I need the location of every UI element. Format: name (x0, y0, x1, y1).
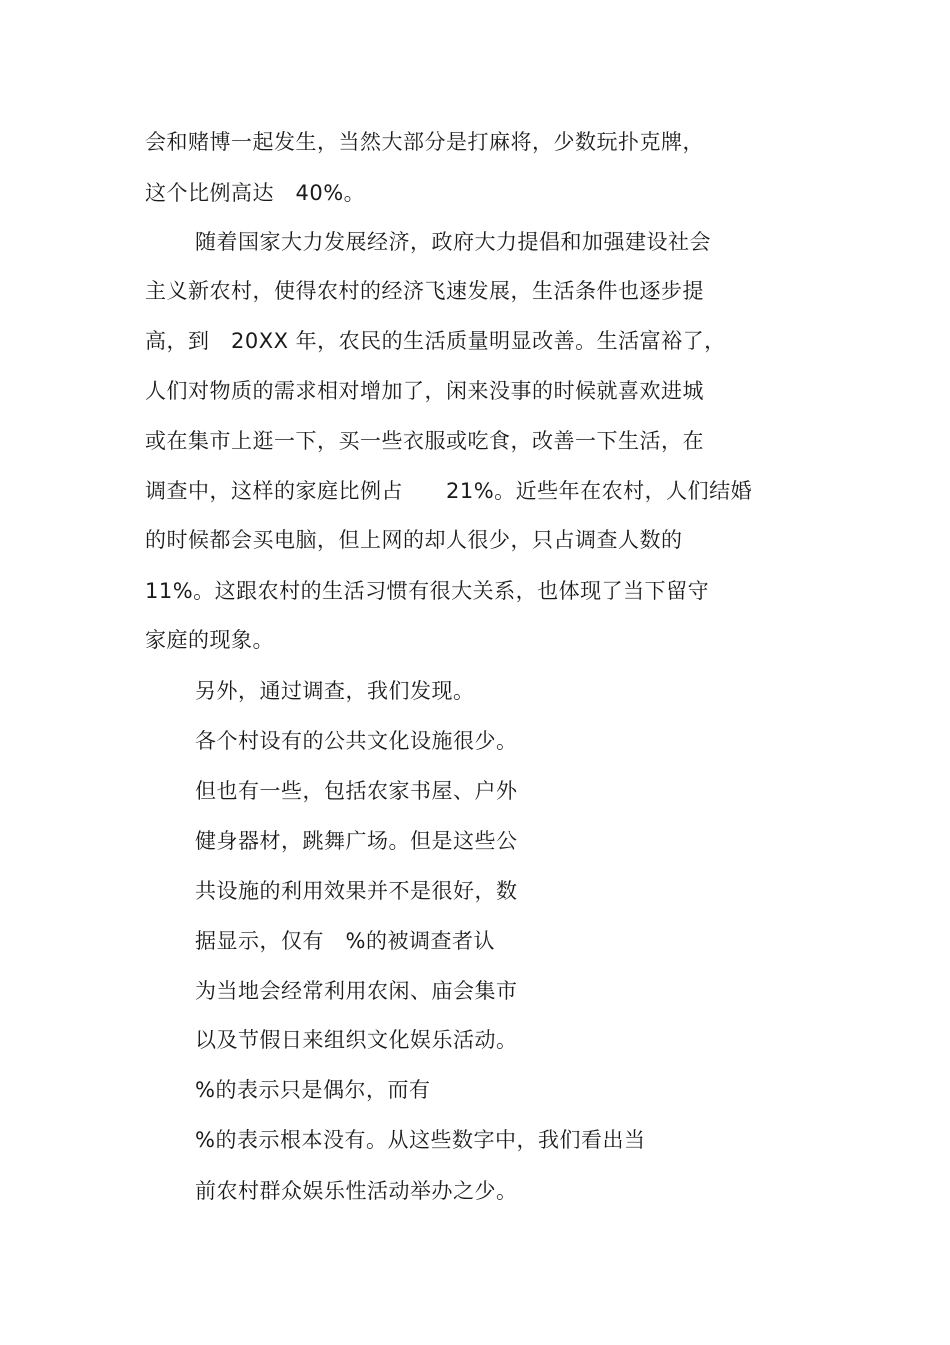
paragraph-line: 为当地会经常利用农闲、庙会集市 (195, 979, 518, 1003)
paragraph-line: 健身器材，跳舞广场。但是这些公 (195, 829, 518, 853)
paragraph-line: 11%。这跟农村的生活习惯有很大关系，也体现了当下留守 (145, 579, 710, 603)
paragraph-line: %的表示根本没有。从这些数字中，我们看出当 (195, 1128, 646, 1152)
paragraph-line: 共设施的利用效果并不是很好，数 (195, 879, 518, 903)
paragraph-line: 但也有一些，包括农家书屋、户外 (195, 779, 518, 803)
paragraph-line: 各个村设有的公共文化设施很少。 (195, 729, 518, 753)
paragraph-line: 高，到 20XX 年，农民的生活质量明显改善。生活富裕了， (145, 329, 726, 353)
paragraph-line: %的表示只是偶尔，而有 (195, 1078, 431, 1102)
paragraph-line: 另外，通过调查，我们发现。 (195, 679, 475, 703)
paragraph-line: 的时候都会买电脑，但上网的却人很少，只占调查人数的 (145, 528, 683, 552)
paragraph-line: 前农村群众娱乐性活动举办之少。 (195, 1179, 518, 1203)
paragraph-line: 家庭的现象。 (145, 628, 274, 652)
paragraph-line: 人们对物质的需求相对增加了，闲来没事的时候就喜欢进城 (145, 379, 704, 403)
paragraph-line: 以及节假日来组织文化娱乐活动。 (195, 1028, 518, 1052)
paragraph-line: 调查中，这样的家庭比例占 21%。近些年在农村，人们结婚 (145, 479, 753, 503)
paragraph-line: 主义新农村，使得农村的经济飞速发展，生活条件也逐步提 (145, 279, 704, 303)
paragraph-line: 据显示，仅有 %的被调查者认 (195, 929, 495, 953)
paragraph-line: 或在集市上逛一下，买一些衣服或吃食，改善一下生活，在 (145, 429, 704, 453)
paragraph-line: 这个比例高达 40%。 (145, 181, 366, 205)
paragraph-line: 随着国家大力发展经济，政府大力提倡和加强建设社会 (195, 230, 711, 254)
paragraph-line: 会和赌博一起发生，当然大部分是打麻将，少数玩扑克牌， (145, 130, 704, 154)
